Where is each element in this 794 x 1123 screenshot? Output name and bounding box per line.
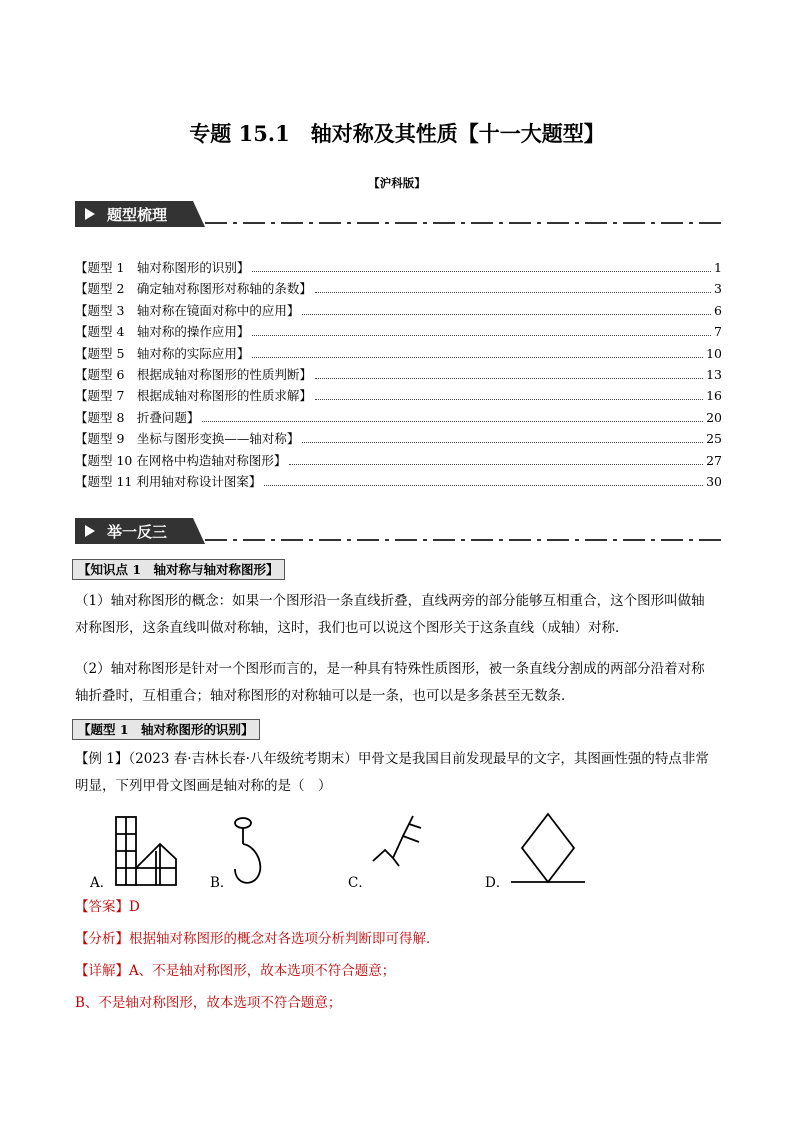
toc-item[interactable]: [75, 300, 722, 321]
toc-item[interactable]: [75, 321, 722, 342]
example-question: [75, 746, 725, 800]
toc-item-label: 【题型 1 轴对称图形的识别】: [75, 260, 250, 275]
toc-item[interactable]: [75, 385, 722, 406]
toc-item[interactable]: [75, 257, 722, 278]
toc-item-page: 7: [714, 324, 722, 340]
toc-banner: [75, 201, 722, 227]
toc-item[interactable]: [75, 428, 722, 449]
toc-item-page: 13: [706, 366, 722, 382]
toc-item-label: 【题型 9 坐标与图形变换——轴对称】: [75, 431, 300, 447]
toc-leader-dots: [302, 314, 711, 315]
text-line: （2）轴对称图形是针对一个图形而言的，是一种具有特殊性质图形，被一条直线分割成的两部分沿着对称: [75, 661, 705, 677]
option-c-label: C．: [348, 875, 372, 891]
detail-label: 【详解】: [75, 963, 129, 979]
text-line: 明显，下列甲骨文图画是轴对称的是（ ）: [75, 778, 332, 794]
text-line: 轴折叠时，互相重合；轴对称图形的对称轴可以是一条，也可以是多条甚至无数条．: [75, 688, 575, 704]
toc-item[interactable]: [75, 364, 722, 385]
toc-item-page: 27: [706, 452, 722, 468]
analysis-line: [75, 926, 725, 953]
toc-item-page: 20: [706, 409, 722, 425]
toc-list: [75, 257, 722, 492]
toc-item-label: 【题型 5 轴对称的实际应用】: [75, 345, 250, 361]
detail-line-1: [75, 958, 725, 985]
toc-heading: 题型梳理: [107, 206, 168, 224]
toc-item-label: 【题型 11 利用轴对称设计图案】: [75, 473, 262, 489]
toc-item-page: 25: [706, 431, 722, 447]
option-b-label: B．: [210, 875, 234, 891]
toc-item-label: 【题型 8 折叠问题】: [75, 409, 200, 425]
page-title: 专题 15.1 轴对称及其性质【十一大题型】: [189, 121, 605, 146]
answer-label: 【答案】: [75, 899, 129, 915]
toc-leader-dots: [289, 464, 703, 465]
option-d-label: D．: [485, 875, 510, 891]
text-line: 【例 1】（2023 春·吉林长春·八年级统考期末）甲骨文是我国目前发现最早的文字，其图画性强的特点非常: [75, 751, 709, 767]
knowledge-paragraph-2: [75, 656, 725, 710]
oracle-glyph-b-figure: [227, 814, 267, 888]
banner-dash-line: [205, 221, 722, 225]
toc-item-label: 【题型 4 轴对称的操作应用】: [75, 324, 250, 340]
toc-item-page: 3: [714, 281, 722, 297]
toc-leader-dots: [315, 292, 711, 293]
knowledge-point-label: 【知识点 1 轴对称与轴对称图形】: [72, 559, 285, 580]
oracle-glyph-c-figure: [369, 814, 429, 874]
toc-item-label: 【题型 10 在网格中构造轴对称图形】: [75, 452, 287, 468]
toc-item-page: 10: [706, 345, 722, 361]
detail-text: A、不是轴对称图形，故本选项不符合题意；: [129, 963, 396, 979]
banner-dash-line: [205, 538, 722, 542]
toc-leader-dots: [252, 335, 711, 336]
topic-1-label: 【题型 1 轴对称图形的识别】: [72, 719, 260, 740]
toc-item-label: 【题型 7 根据成轴对称图形的性质求解】: [75, 388, 312, 404]
answer-value: D: [129, 899, 140, 915]
analysis-label: 【分析】: [75, 931, 129, 947]
answer-line: [75, 894, 725, 921]
knowledge-paragraph-1: [75, 588, 725, 642]
toc-leader-dots: [264, 485, 703, 486]
analysis-text: 根据轴对称图形的概念对各选项分析判断即可得解．: [129, 931, 440, 947]
toc-item-page: 6: [714, 302, 722, 318]
toc-item[interactable]: [75, 450, 722, 471]
oracle-glyph-d-figure: [511, 812, 587, 888]
toc-item-label: 【题型 6 根据成轴对称图形的性质判断】: [75, 366, 312, 382]
page-subtitle: 【沪科版】: [368, 176, 426, 190]
toc-item[interactable]: [75, 471, 722, 492]
toc-leader-dots: [202, 421, 703, 422]
toc-item-label: 【题型 3 轴对称在镜面对称中的应用】: [75, 302, 300, 318]
toc-leader-dots: [302, 442, 703, 443]
option-figures: [75, 810, 725, 890]
toc-leader-dots: [252, 357, 703, 358]
toc-item[interactable]: [75, 278, 722, 299]
text-line: 对称图形，这条直线叫做对称轴，这时，我们也可以说这个图形关于这条直线（成轴）对称．: [75, 620, 629, 636]
toc-item-page: 16: [706, 388, 722, 404]
toc-item-page: 1: [714, 260, 722, 275]
toc-item-label: 【题型 2 确定轴对称图形对称轴的条数】: [75, 281, 312, 297]
toc-item[interactable]: [75, 407, 722, 428]
toc-item-page: 30: [706, 473, 722, 489]
oracle-glyph-a-figure: [113, 814, 179, 888]
detail-line-2: B、不是轴对称图形，故本选项不符合题意；: [75, 995, 342, 1011]
practice-heading: 举一反三: [107, 523, 168, 541]
text-line: （1）轴对称图形的概念：如果一个图形沿一条直线折叠，直线两旁的部分能够互相重合，这个图形叫做轴: [75, 593, 705, 609]
practice-banner: [75, 518, 722, 544]
toc-item[interactable]: [75, 343, 722, 364]
toc-leader-dots: [315, 378, 703, 379]
option-a-label: A．: [90, 875, 114, 891]
toc-leader-dots: [252, 271, 711, 272]
toc-leader-dots: [315, 399, 703, 400]
